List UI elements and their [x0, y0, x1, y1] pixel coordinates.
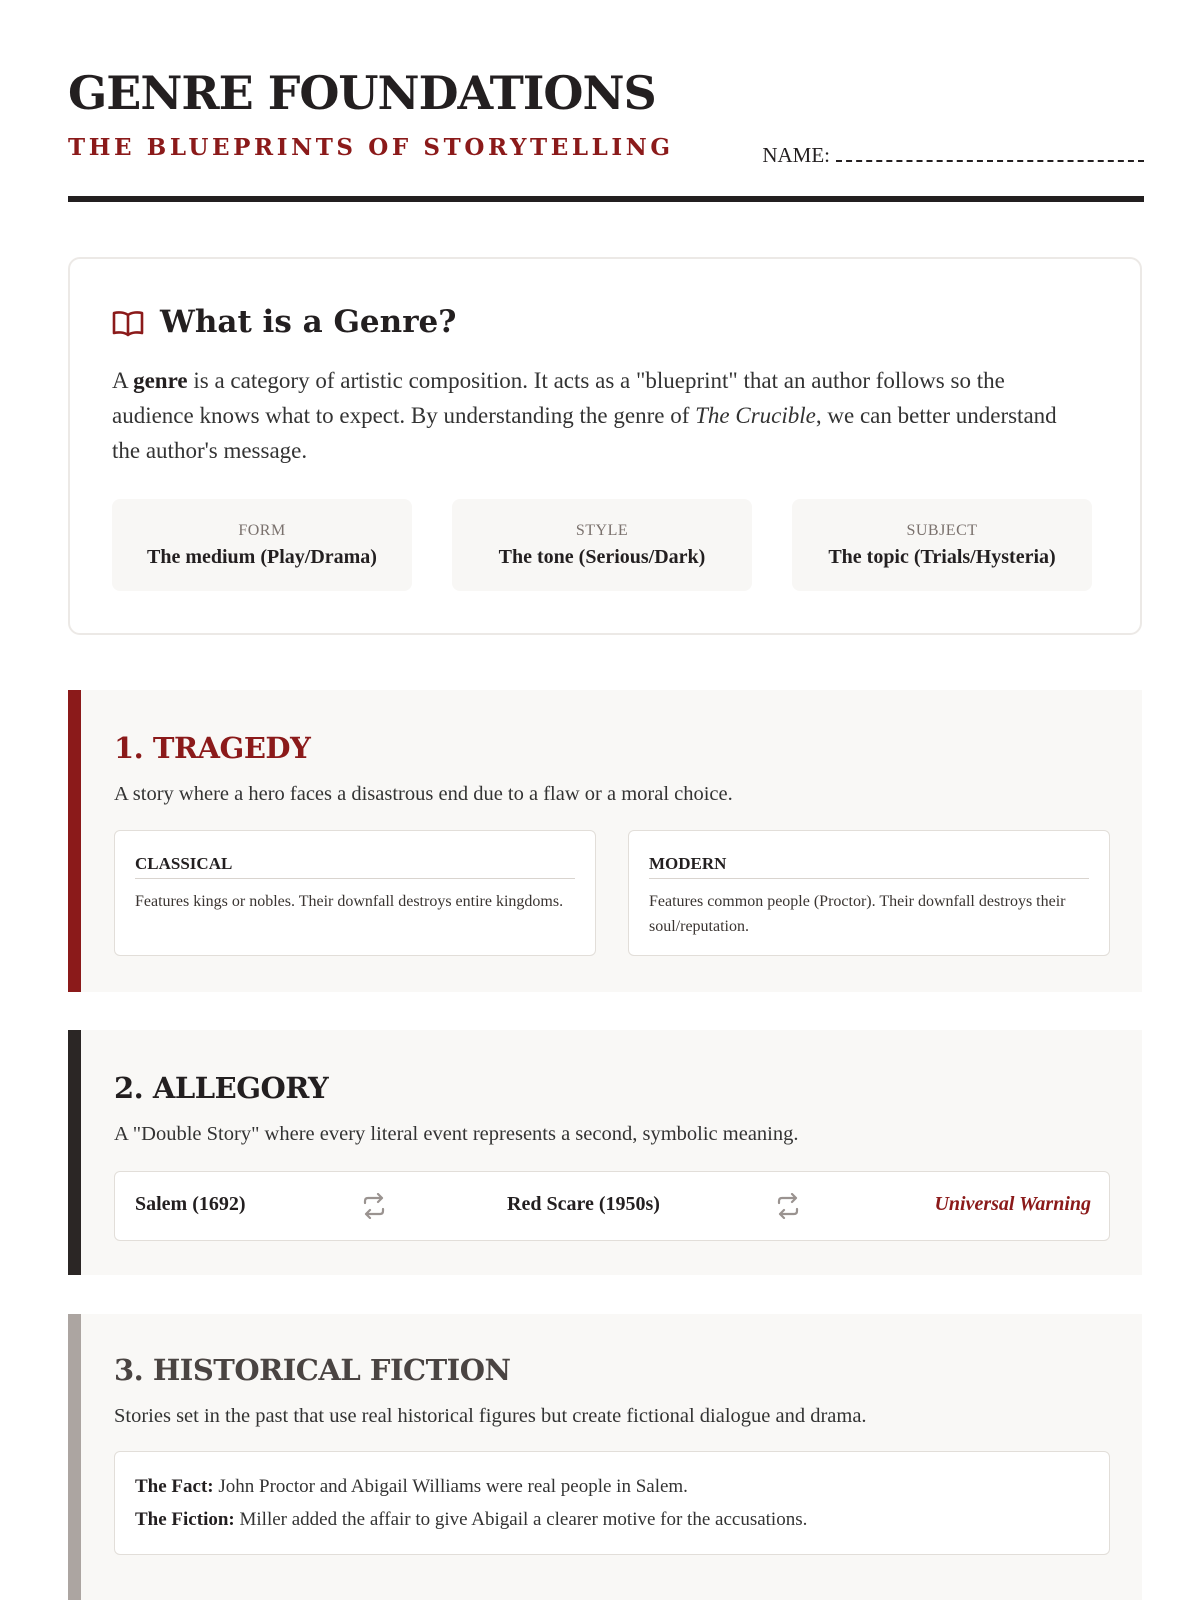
concept-label: FORM — [238, 522, 286, 539]
classical-tragedy-card — [114, 830, 596, 956]
section-title-historical: 3. HISTORICAL FICTION — [114, 1353, 511, 1387]
section-title-tragedy: 1. TRAGEDY — [114, 731, 311, 765]
historical-fiction-section — [68, 1314, 1142, 1600]
allegory-section — [68, 1030, 1142, 1275]
intro-text-c: , we can better understand the author's message. — [112, 403, 1057, 463]
intro-heading — [112, 304, 457, 340]
modern-tragedy-card — [628, 830, 1110, 956]
name-field — [762, 145, 1144, 166]
concept-label: SUBJECT — [906, 522, 978, 539]
intro-text-work: The Crucible — [695, 403, 816, 428]
fact-fiction-box — [114, 1451, 1110, 1555]
allegory-chain — [114, 1171, 1110, 1241]
concept-value: The medium (Play/Drama) — [147, 546, 377, 568]
fact-label: The Fact: — [135, 1476, 214, 1497]
section-description-allegory: A "Double Story" where every literal event represents a second, symbolic meaning. — [114, 1123, 799, 1145]
swap-arrows-icon — [361, 1193, 387, 1219]
tragedy-section — [68, 690, 1142, 992]
swap-arrows-icon — [775, 1193, 801, 1219]
card-text: Features kings or nobles. Their downfall destroys entire kingdoms. — [135, 893, 564, 910]
intro-paragraph — [112, 363, 1072, 468]
fact-line — [135, 1477, 688, 1496]
section-title-allegory: 2. ALLEGORY — [114, 1071, 329, 1105]
concept-box-style — [452, 499, 752, 591]
concept-label: STYLE — [575, 522, 629, 539]
page-subtitle: THE BLUEPRINTS OF STORYTELLING — [68, 134, 674, 161]
page-title: GENRE FOUNDATIONS — [68, 66, 656, 120]
section-description-historical: Stories set in the past that use real historical figures but create fictional dialogue and drama. — [114, 1405, 867, 1427]
concept-value: The tone (Serious/Dark) — [498, 546, 706, 568]
intro-text-b: is a category of artistic composition. It acts as a "blueprint" that an author follows so the audience knows what to expect. By understanding the genre of — [112, 368, 1005, 428]
name-label: NAME: — [762, 143, 830, 167]
fiction-line — [135, 1510, 807, 1529]
intro-text-a: A — [112, 368, 134, 393]
card-title: MODERN — [649, 855, 1089, 879]
intro-card — [68, 257, 1142, 635]
concept-box-subject — [792, 499, 1092, 591]
allegory-symbolic: Red Scare (1950s) — [507, 1193, 660, 1215]
fiction-label: The Fiction: — [135, 1509, 235, 1530]
worksheet-header — [68, 0, 1144, 202]
concept-value: The topic (Trials/Hysteria) — [828, 546, 1056, 568]
intro-heading-text: What is a Genre? — [160, 304, 457, 340]
allegory-universal: Universal Warning — [934, 1193, 1091, 1215]
name-blank-line[interactable] — [836, 146, 1144, 162]
fact-text: John Proctor and Abigail Williams were real people in Salem. — [213, 1476, 688, 1497]
card-text: Features common people (Proctor). Their downfall destroys their soul/reputation. — [649, 893, 1066, 935]
card-title: CLASSICAL — [135, 855, 575, 879]
concept-box-form — [112, 499, 412, 591]
section-description-tragedy: A story where a hero faces a disastrous end due to a flaw or a moral choice. — [114, 783, 733, 805]
open-book-icon — [112, 309, 144, 337]
allegory-literal: Salem (1692) — [135, 1193, 246, 1215]
intro-text-genre: genre — [133, 368, 188, 393]
fiction-text: Miller added the affair to give Abigail a clearer motive for the accusations. — [234, 1509, 808, 1530]
